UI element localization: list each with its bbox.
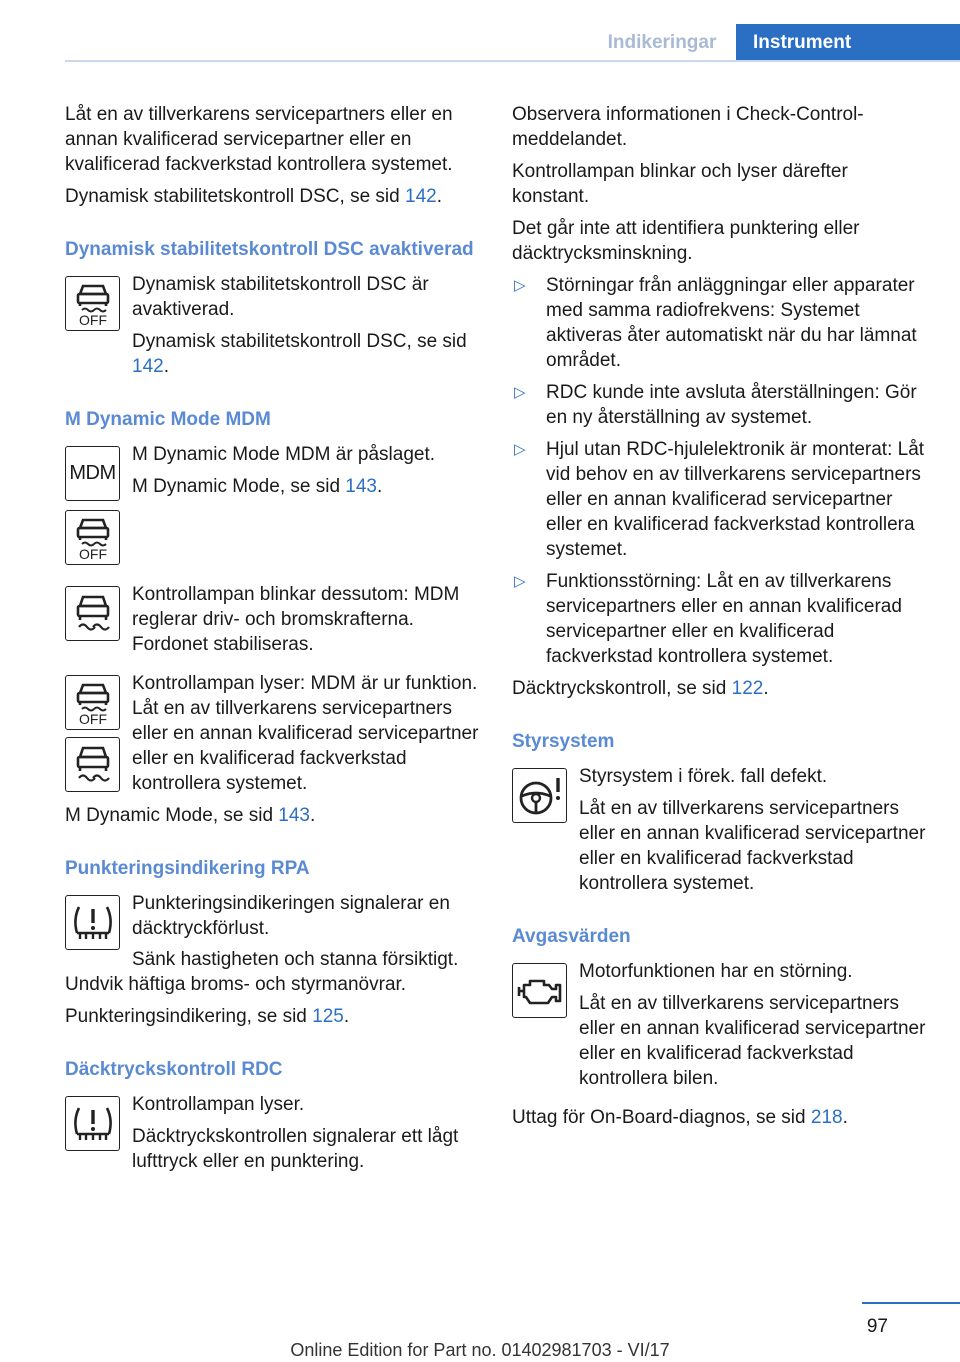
emission-block	[512, 959, 928, 1091]
check-control-note: Observera informationen i Check-Control-meddelandet.	[512, 104, 864, 150]
mdm-reference: M Dynamic Mode, se sid 143.	[132, 476, 383, 497]
dsc-skid-icon	[65, 586, 120, 641]
left-column	[65, 102, 485, 1181]
lamp-flash-note: Kontrollampan blinkar och lyser därefter konstant.	[512, 161, 848, 207]
tire-pressure-warning-icon	[65, 895, 120, 950]
emission-text-2: Låt en av tillverkarens servicepartners eller en annan kvalificerad servicepartner eller en kvalificerad fackverkstad kontrollera bilen.	[579, 993, 926, 1089]
page-link-125[interactable]: 125	[312, 1006, 344, 1027]
page-footer	[0, 1302, 960, 1362]
dsc-reference-2: Dynamisk stabilitetskontroll DSC, se sid 142.	[132, 331, 467, 377]
right-column	[512, 102, 928, 1137]
rpa-text-1: Punkteringsindikeringen signalerar en däcktryckförlust.	[132, 893, 450, 939]
rpa-text-2: Sänk hastigheten och stanna försiktigt. Undvik häftiga broms- och styrmanövrar.	[65, 949, 459, 995]
page-link-142[interactable]: 142	[405, 186, 437, 207]
obd-reference: Uttag för On-Board-diagnos, se sid 218.	[512, 1107, 848, 1128]
header-section-tab[interactable]: Indikeringar	[607, 32, 717, 53]
dsc-flash-block	[65, 582, 485, 657]
dsc-off-block	[65, 272, 485, 379]
edition-line: Online Edition for Part no. 01402981703 - VI/17	[290, 1340, 670, 1360]
rdc-reference: Däcktryckskontroll, se sid 122.	[512, 678, 769, 699]
rpa-block	[65, 891, 485, 947]
mdm-block	[65, 442, 485, 499]
page-link-142-b[interactable]: 142	[132, 356, 164, 377]
rdc-block	[65, 1092, 485, 1174]
steering-text-1: Styrsystem i förek. fall defekt.	[579, 766, 828, 787]
intro-paragraph: Låt en av tillverkarens servicepartners eller en annan kvalificerad servicepartner eller en kvalificerad fackverkstad kontrollera systemet.	[65, 104, 453, 175]
triangle-bullet-icon: ▷	[514, 277, 526, 294]
header-rule	[65, 60, 960, 62]
mdm-fault-text: Kontrollampan lyser: MDM är ur funktion. Låt en av tillverkarens servicepartners eller en annan kvalificerad servicepartner eller en kvalificerad fackverkstad kontrollera systemet.	[132, 673, 479, 794]
rpa-heading: Punkteringsindikering RPA	[65, 858, 310, 879]
triangle-bullet-icon: ▷	[514, 384, 526, 401]
engine-warning-icon	[512, 963, 567, 1018]
rdc-text-2: Däcktryckskontrollen signalerar ett lågt lufttryck eller en punktering.	[132, 1126, 459, 1172]
cannot-identify-note: Det går inte att identifiera punktering eller däcktrycksminskning.	[512, 218, 860, 264]
svg-text:OFF: OFF	[78, 311, 107, 327]
triangle-bullet-icon: ▷	[514, 441, 526, 458]
page-header	[0, 0, 960, 62]
steering-block	[512, 764, 928, 896]
page-link-218[interactable]: 218	[810, 1107, 843, 1128]
steering-wheel-warning-icon	[512, 768, 567, 823]
header-chapter-tab[interactable]: Instrument	[736, 24, 960, 62]
dsc-off-icon-3	[65, 675, 120, 730]
dsc-off-icon-row	[65, 506, 485, 568]
triangle-bullet-icon: ▷	[514, 573, 526, 590]
rdc-heading: Däcktryckskontroll RDC	[65, 1059, 283, 1080]
mdm-icon: MDM	[65, 446, 120, 501]
list-item: ▷ Hjul utan RDC-hjulelektronik är monterat: Låt vid behov en av tillverkarens servicepartners eller en annan kvalificerad servicepartner eller en kvalificerad fackverkstad kontrollera systemet.	[514, 439, 925, 560]
dsc-heading: Dynamisk stabilitetskontroll DSC avaktiverad	[65, 239, 474, 260]
svg-text:OFF: OFF	[78, 545, 107, 561]
steering-heading: Styrsystem	[512, 731, 615, 752]
mdm-on-text: M Dynamic Mode MDM är påslaget.	[132, 444, 436, 465]
rdc-text-1: Kontrollampan lyser.	[132, 1094, 305, 1115]
dsc-off-icon-2	[65, 510, 120, 565]
mdm-flash-text: Kontrollampan blinkar dessutom: MDM reglerar driv- och bromskrafterna. Fordonet stabiliseras.	[132, 584, 460, 655]
rdc-fault-list	[512, 273, 928, 669]
emission-heading: Avgasvärden	[512, 926, 631, 947]
footer-rule	[862, 1302, 960, 1304]
mdm-fault-block	[65, 671, 485, 796]
dsc-off-text: Dynamisk stabilitetskontroll DSC är avaktiverad.	[132, 274, 429, 320]
list-item: ▷ Störningar från anläggningar eller apparater med samma radiofrekvens: Systemet aktiveras åter automatiskt när du har lämnat området.	[514, 275, 917, 371]
rpa-reference: Punkteringsindikering, se sid 125.	[65, 1006, 350, 1027]
dsc-off-icon	[65, 276, 120, 331]
mdm-heading: M Dynamic Mode MDM	[65, 409, 271, 430]
tire-pressure-warning-icon-2	[65, 1096, 120, 1151]
emission-text-1: Motorfunktionen har en störning.	[579, 961, 853, 982]
page-number: 97	[866, 1316, 888, 1337]
list-item: ▷ Funktionsstörning: Låt en av tillverkarens servicepartners eller en annan kvalificerad servicepartner eller en kvalificerad fackverkstad kontrollera systemet.	[514, 571, 902, 667]
page-link-143[interactable]: 143	[345, 476, 377, 497]
svg-text:OFF: OFF	[78, 710, 107, 726]
list-item: ▷ RDC kunde inte avsluta återställningen: Gör en ny återställning av systemet.	[514, 382, 917, 428]
steering-text-2: Låt en av tillverkarens servicepartners eller en annan kvalificerad servicepartner eller en kvalificerad fackverkstad kontrollera systemet.	[579, 798, 926, 894]
page-link-143-b[interactable]: 143	[278, 805, 310, 826]
mdm-reference-2: M Dynamic Mode, se sid 143.	[65, 805, 316, 826]
page-link-122[interactable]: 122	[731, 678, 764, 699]
dsc-reference: Dynamisk stabilitetskontroll DSC, se sid 142.	[65, 186, 442, 207]
dsc-skid-icon-2	[65, 737, 120, 792]
